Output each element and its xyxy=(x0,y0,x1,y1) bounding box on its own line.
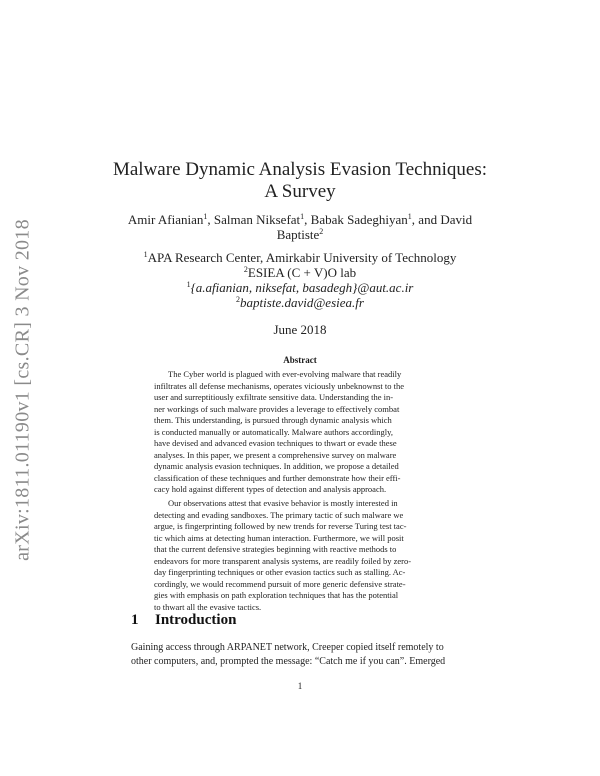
email-1-text: {a.afianian, niksefat, basadegh}@aut.ac.ir xyxy=(190,280,414,295)
author-2: , Salman Niksefat xyxy=(207,212,301,227)
affiliation-1-text: APA Research Center, Amirkabir University of Technology xyxy=(147,250,457,265)
abstract-line: The Cyber world is plagued with ever-evolving malware that readily xyxy=(168,369,402,379)
abstract-line: tic which aims at detecting human interaction. Furthermore, we will posit xyxy=(154,532,404,543)
author-2-affil: 1 xyxy=(300,212,305,221)
author-3: , Babak Sadeghiyan xyxy=(304,212,408,227)
abstract-line: dynamic analysis evasion techniques. In addition, we propose a detailed xyxy=(154,461,399,471)
abstract-line: have devised and advanced evasion techniques to thwart or evade these xyxy=(154,438,397,448)
affiliation-1 xyxy=(0,250,600,266)
author-4-affil: 2 xyxy=(319,227,324,236)
abstract-line: that the current defensive strategies beginning with reactive methods to xyxy=(154,544,397,554)
email-1-mark: 1 xyxy=(186,280,191,289)
abstract-line: ner workings of such malware provides a leverage to effectively combat xyxy=(154,403,400,414)
email-2-text: baptiste.david@esiea.fr xyxy=(240,295,364,310)
author-4-part1: , and David xyxy=(411,212,473,227)
abstract-line: analyses. In this paper, we present a comprehensive survey on malware xyxy=(154,449,397,460)
paper-date: June 2018 xyxy=(273,322,327,337)
abstract-heading: Abstract xyxy=(283,355,317,365)
abstract-line: cacy hold against different types of detection and analysis approach. xyxy=(154,484,387,494)
affiliation-2-text: ESIEA (C + V)O lab xyxy=(247,265,357,280)
abstract-line: infiltrates all defense mechanisms, operates viciously unbeknownst to the xyxy=(154,380,404,391)
authors-line-1 xyxy=(0,212,600,228)
page-number: 1 xyxy=(297,681,303,691)
abstract-line: argue, is fingerprinting followed by new trends for reverse Turing test tac- xyxy=(154,521,407,531)
affiliation-2 xyxy=(0,265,600,281)
email-2-mark: 2 xyxy=(236,295,241,304)
paper-title-line-1: Malware Dynamic Analysis Evasion Techniques: xyxy=(112,159,488,180)
abstract-line: Our observations attest that evasive behavior is mostly interested in xyxy=(168,498,398,508)
author-1: Amir Afianian xyxy=(127,212,204,227)
abstract-line: day fingerprinting techniques or other evasion tactics such as stalling. Ac- xyxy=(154,567,406,577)
paper-title-line-2: A Survey xyxy=(264,181,336,202)
section-title: Introduction xyxy=(155,612,237,628)
email-2 xyxy=(0,295,600,311)
email-1 xyxy=(0,280,600,296)
body-line: other computers, and, prompted the message: “Catch me if you can”. Emerged xyxy=(131,656,446,667)
abstract-line: is conducted manually or automatically. Malware authors accordingly, xyxy=(154,426,393,437)
abstract-line: detecting and evading sandboxes. The primary tactic of such malware we xyxy=(154,509,404,520)
abstract-line: user and surreptitiously exfiltrate sensitive data. Understanding the in- xyxy=(154,392,394,402)
affiliation-2-mark: 2 xyxy=(243,265,248,274)
abstract-line: gies with emphasis on path exploration techniques that has the potential xyxy=(154,590,399,600)
authors-line-2 xyxy=(0,227,600,243)
abstract-line: to thwart all the evasive tactics. xyxy=(154,601,262,612)
abstract-paragraph-2 xyxy=(154,498,446,613)
section-heading-introduction xyxy=(131,612,236,629)
introduction-text xyxy=(131,641,469,669)
author-4-part2: Baptiste xyxy=(276,227,320,242)
abstract-line: endeavors for more transparent analysis systems, are readily foiled by zero- xyxy=(154,555,412,566)
abstract-paragraph-1 xyxy=(154,369,446,496)
author-3-affil: 1 xyxy=(407,212,412,221)
body-line: Gaining access through ARPANET network, Creeper copied itself remotely to xyxy=(131,642,444,653)
arxiv-identifier-text: arXiv:1811.01190v1 [cs.CR] 3 Nov 2018 xyxy=(11,219,34,561)
abstract-line: classification of these techniques and further demonstrate how their effi- xyxy=(154,472,401,483)
abstract-line: cordingly, we would recommend pursuit of more generic defensive strate- xyxy=(154,578,406,589)
section-number: 1 xyxy=(131,612,139,628)
abstract-line: them. This understanding, is pursued through dynamic analysis which xyxy=(154,415,392,425)
affiliation-1-mark: 1 xyxy=(143,250,148,259)
author-1-affil: 1 xyxy=(203,212,208,221)
